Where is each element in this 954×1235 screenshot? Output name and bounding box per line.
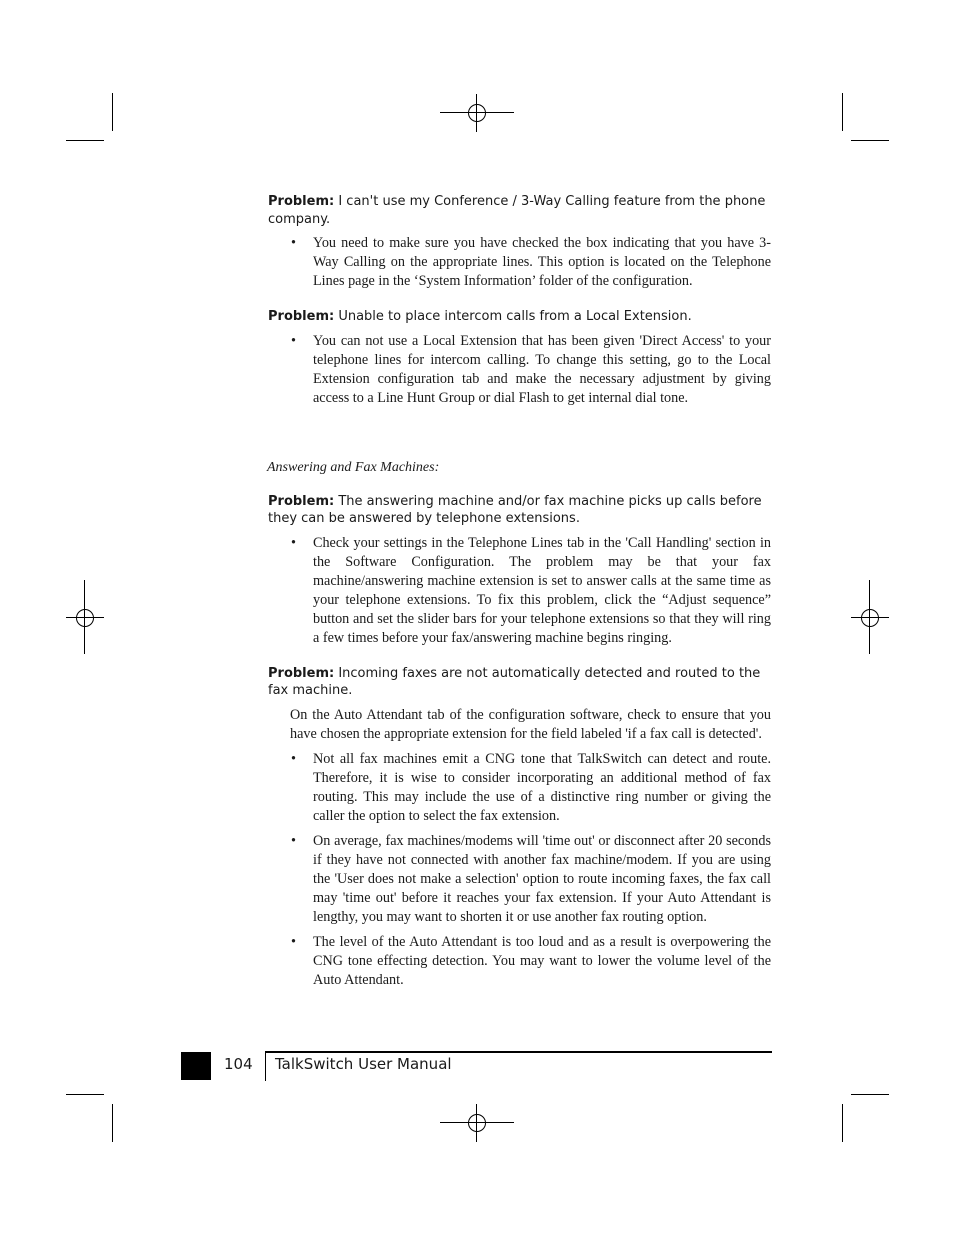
intro-paragraph: On the Auto Attendant tab of the configuration software, check to ensure that you have chosen the appropriate extension for the field labeled 'if a fax call is detected'. <box>290 706 771 742</box>
problem-label: Problem: <box>268 194 335 209</box>
crop-mark <box>66 1094 104 1095</box>
problem-label: Problem: <box>268 665 335 681</box>
crop-mark <box>851 1094 889 1095</box>
bullet-icon: • <box>291 933 296 950</box>
page-number: 104 <box>224 1055 253 1073</box>
footer-divider <box>265 1051 266 1081</box>
list-item <box>268 534 771 648</box>
bullet-list <box>268 750 771 990</box>
bullet-icon: • <box>291 832 296 849</box>
list-item-text: Not all fax machines emit a CNG tone that TalkSwitch can detect and route. Therefore, it is wise to consider incorporating an additional method of fax routing. This may include the use of a distinctive ring number or giving the caller the option to select the fax extension. <box>313 750 771 824</box>
list-item <box>268 750 771 826</box>
problem-text: Incoming faxes are not automatically detected and routed to the fax machine. <box>268 665 761 698</box>
problem-statement <box>268 493 771 528</box>
problem-block <box>268 493 771 648</box>
page-content <box>268 193 771 996</box>
bullet-icon: • <box>291 534 296 551</box>
problem-block <box>268 665 771 990</box>
list-item-text: On average, fax machines/modems will 'time out' or disconnect after 20 seconds if they have not connected with another fax machine/modem. If you are using the 'User does not make a selection' option to route incoming faxes, the fax call may 'time out' before it reaches your fax extension. If your Auto Attendant is lengthy, you may want to shorten it or use another fax routing option. <box>313 832 771 925</box>
section-heading: Answering and Fax Machines: <box>267 459 440 475</box>
list-item-text: The level of the Auto Attendant is too loud and as a result is overpowering the CNG tone effecting detection. You may want to lower the volume level of the Auto Attendant. <box>313 933 771 988</box>
registration-circle <box>76 609 94 627</box>
registration-circle <box>468 1114 486 1132</box>
crop-mark <box>851 140 889 141</box>
crop-mark <box>842 93 843 131</box>
problem-label: Problem: <box>268 493 335 509</box>
bullet-list <box>268 234 771 291</box>
problem-statement <box>268 308 771 326</box>
problem-text: I can't use my Conference / 3-Way Calling feature from the phone company. <box>268 194 766 227</box>
list-item <box>268 332 771 408</box>
bullet-icon: • <box>291 332 296 349</box>
problem-text: Unable to place intercom calls from a Local Extension. <box>334 309 692 324</box>
problem-statement <box>268 665 771 700</box>
problem-statement <box>268 193 771 228</box>
problem-block <box>268 193 771 291</box>
crop-mark <box>842 1104 843 1142</box>
footer-rule <box>265 1051 772 1053</box>
crop-mark <box>66 140 104 141</box>
problem-label: Problem: <box>268 309 335 324</box>
bullet-list <box>268 332 771 408</box>
registration-circle <box>861 609 879 627</box>
problem-block <box>268 308 771 408</box>
problem-text: The answering machine and/or fax machine picks up calls before they can be answered by telephone extensions. <box>268 493 762 526</box>
list-item <box>268 234 771 291</box>
list-item-text: You need to make sure you have checked the box indicating that you have 3-Way Calling on the appropriate lines. This option is located on the Telephone Lines page in the ‘System Information’ folder of the configuration. <box>313 235 771 289</box>
list-item <box>268 832 771 927</box>
list-item-text: Check your settings in the Telephone Lines tab in the 'Call Handling' section in the Software Configuration. The problem may be that your fax machine/answering machine extension is set to answer calls at the same time as your telephone extensions. To fix this problem, click the “Adjust sequence” button and set the slider bars for your telephone extensions so that they will ring a few times before your fax/answering machine begins ringing. <box>313 534 771 646</box>
list-item-text: You can not use a Local Extension that has been given 'Direct Access' to your telephone lines for intercom calling. To change this setting, go to the Local Extension configuration tab and make the necessary adjustment by giving access to a Line Hunt Group or dial Flash to get internal dial tone. <box>313 332 771 406</box>
list-item <box>268 933 771 990</box>
footer-black-tab <box>181 1052 211 1080</box>
bullet-icon: • <box>291 750 296 767</box>
footer-title: TalkSwitch User Manual <box>275 1055 452 1073</box>
registration-circle <box>468 104 486 122</box>
bullet-list <box>268 534 771 648</box>
crop-mark <box>112 93 113 131</box>
bullet-icon: • <box>291 235 296 251</box>
crop-mark <box>112 1104 113 1142</box>
